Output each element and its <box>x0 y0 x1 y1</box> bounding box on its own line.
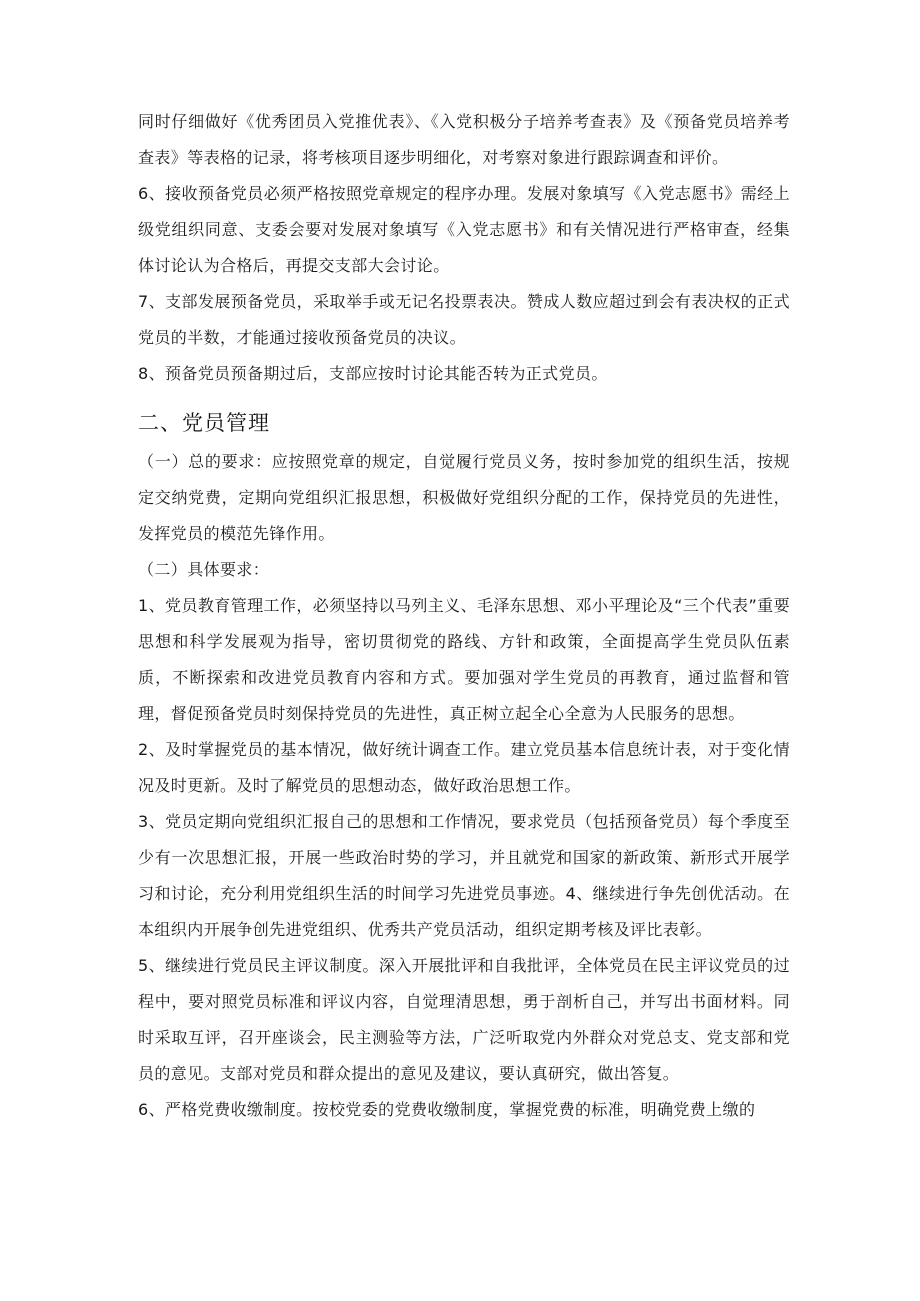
paragraph-item-6-dues: 6、严格党费收缴制度。按校党委的党费收缴制度，掌握党费的标准，明确党费上缴的 <box>138 1100 756 1119</box>
section-heading: 二、党员管理 <box>138 411 270 435</box>
paragraph-item-8-probation: 8、预备党员预备期过后，支部应按时讨论其能否转为正式党员。 <box>138 364 608 383</box>
paragraph-general-requirements: （一）总的要求：应按照党章的规定，自觉履行党员义务，按时参加党的组织生活，按规定交纳党费，定期向党组织汇报思想，积极做好党组织分配的工作，保持党员的先进性，发挥党员的模范先锋作用。 <box>138 452 790 543</box>
paragraph-item-7-voting: 7、支部发展预备党员，采取举手或无记名投票表决。赞成人数应超过到会有表决权的正式党员的半数，才能通过接收预备党员的决议。 <box>138 292 790 347</box>
paragraph-item-1-education: 1、党员教育管理工作，必须坚持以马列主义、毛泽东思想、邓小平理论及“三个代表”重要思想和科学发展观为指导，密切贯彻党的路线、方针和政策，全面提高学生党员队伍素质，不断探索和改进党员教育内容和方式。要加强对学生党员的再教育，通过监督和管理，督促预备党员时刻保持党员的先进性，真正树立起全心全意为人民服务的思想。 <box>138 596 790 723</box>
document-body <box>138 104 790 1128</box>
paragraph-item-3-reporting: 3、党员定期向党组织汇报自己的思想和工作情况，要求党员（包括预备党员）每个季度至少有一次思想汇报，开展一些政治时势的学习，并且就党和国家的新政策、新形式开展学习和讨论，充分利用党组织生活的时间学习先进党员事迹。4、继续进行争先创优活动。在本组织内开展争创先进党组织、优秀共产党员活动，组织定期考核及评比表彰。 <box>138 812 790 939</box>
paragraph-item-6-admission: 6、接收预备党员必须严格按照党章规定的程序办理。发展对象填写《入党志愿书》需经上级党组织同意、支委会要对发展对象填写《入党志愿书》和有关情况进行严格审查，经集体讨论认为合格后，再提交支部大会讨论。 <box>138 184 790 275</box>
paragraph-recording-forms: 同时仔细做好《优秀团员入党推优表》、《入党积极分子培养考查表》及《预备党员培养考查表》等表格的记录，将考核项目逐步明细化，对考察对象进行跟踪调查和评价。 <box>138 112 790 167</box>
paragraph-specific-requirements: （二）具体要求： <box>138 560 270 579</box>
paragraph-item-5-evaluation: 5、继续进行党员民主评议制度。深入开展批评和自我批评，全体党员在民主评议党员的过程中，要对照党员标准和评议内容，自觉理清思想，勇于剖析自己，并写出书面材料。同时采取互评，召开座谈会，民主测验等方法，广泛听取党内外群众对党总支、党支部和党员的意见。支部对党员和群众提出的意见及建议，要认真研究，做出答复。 <box>138 956 790 1083</box>
paragraph-item-2-statistics: 2、及时掌握党员的基本情况，做好统计调查工作。建立党员基本信息统计表，对于变化情况及时更新。及时了解党员的思想动态，做好政治思想工作。 <box>138 740 790 795</box>
